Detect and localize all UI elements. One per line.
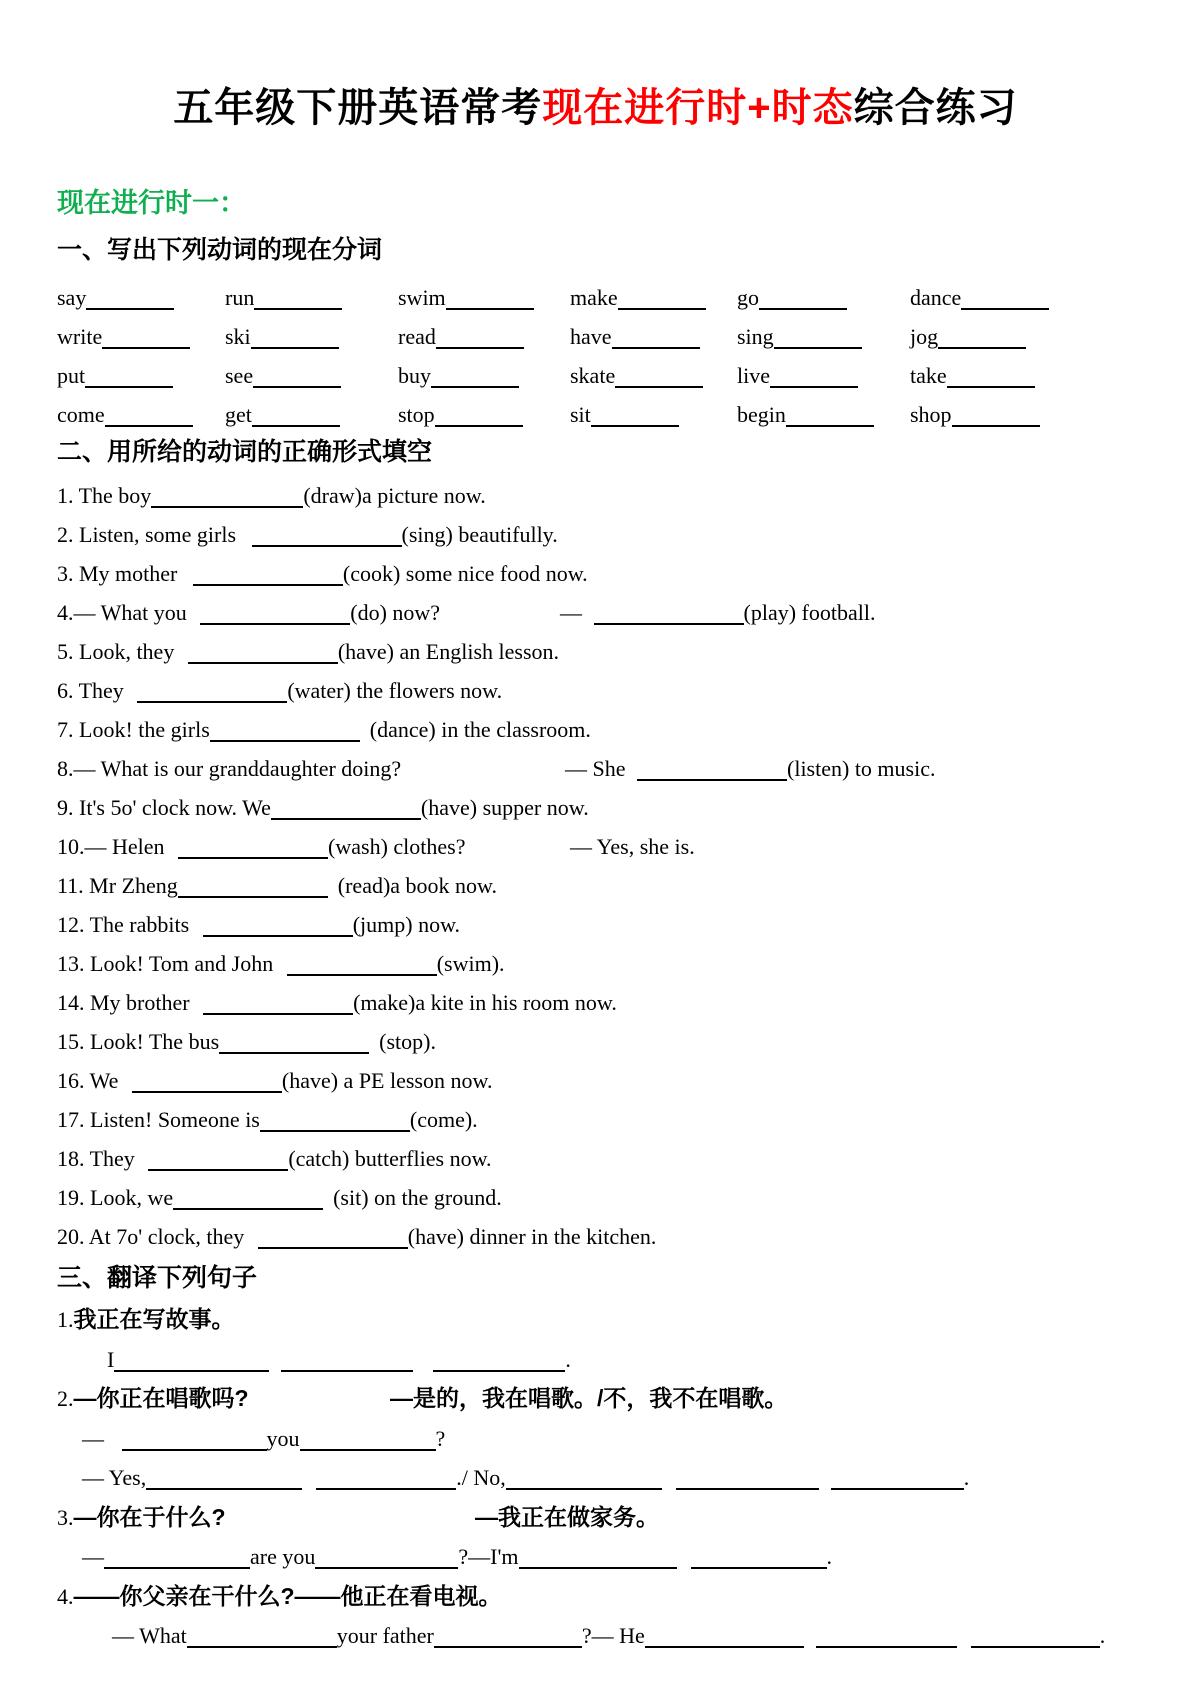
verb-label: swim xyxy=(398,284,446,310)
verb-row xyxy=(57,317,1134,356)
verb-label: go xyxy=(737,284,759,310)
verb-cell xyxy=(737,285,910,311)
blank-line xyxy=(271,804,421,820)
question-line xyxy=(57,515,1134,554)
verb-label: buy xyxy=(398,362,431,388)
verb-label: write xyxy=(57,323,103,349)
text-segment: . xyxy=(1099,1623,1106,1648)
text-segment: ——你父亲在干什么?——他正在看电视。 xyxy=(73,1582,502,1609)
blank-line xyxy=(952,411,1040,427)
question-line xyxy=(57,554,1134,593)
blank-line xyxy=(759,294,847,310)
text-segment: 4. xyxy=(57,1583,74,1609)
spacer xyxy=(242,541,252,542)
blank-line xyxy=(148,1155,288,1171)
verb-cell xyxy=(570,402,737,428)
text-segment: — What xyxy=(112,1623,187,1648)
spacer xyxy=(129,697,137,698)
question-line xyxy=(57,710,1134,749)
blank-line xyxy=(200,609,350,625)
text-segment: I xyxy=(107,1346,115,1372)
blank-line xyxy=(254,294,342,310)
question-line xyxy=(57,1139,1134,1178)
text-segment: 19. Look, we xyxy=(57,1185,174,1210)
verb-row xyxy=(57,278,1134,317)
blank-line xyxy=(178,882,328,898)
blank-line xyxy=(187,1632,337,1648)
blank-line xyxy=(591,411,679,427)
text-segment: (have) a PE lesson now. xyxy=(281,1068,493,1093)
spacer xyxy=(110,1445,122,1446)
text-segment: (listen) to music. xyxy=(787,756,936,781)
blank-line xyxy=(435,411,523,427)
verb-label: say xyxy=(57,284,87,310)
spacer xyxy=(662,1484,676,1485)
text-segment: ? xyxy=(435,1425,446,1451)
translation-line xyxy=(57,1537,1134,1577)
question-line xyxy=(57,671,1134,710)
blank-line xyxy=(315,1553,458,1569)
verb-label: stop xyxy=(398,401,435,427)
blank-line xyxy=(436,333,524,349)
verb-label: begin xyxy=(737,401,786,427)
translation-line xyxy=(57,1379,1134,1419)
blank-line xyxy=(316,1474,456,1490)
text-segment: 18. They xyxy=(57,1146,141,1171)
blank-line xyxy=(618,294,706,310)
blank-line xyxy=(971,1632,1100,1648)
text-segment: 14. My brother xyxy=(57,990,196,1015)
verb-label: ski xyxy=(225,323,251,349)
blank-line xyxy=(774,333,862,349)
question-line xyxy=(57,593,1134,632)
blank-line xyxy=(961,294,1049,310)
title-part-black-2: 综合练习 xyxy=(853,86,1018,130)
question-line xyxy=(57,1178,1134,1217)
question-line xyxy=(57,788,1134,827)
text-segment: ?—I'm xyxy=(458,1544,519,1569)
blank-line xyxy=(102,333,190,349)
verb-cell xyxy=(225,324,398,350)
section1-heading: 一、写出下列动词的现在分词 xyxy=(57,236,383,264)
title-part-red: 现在进行时+时态 xyxy=(542,86,854,130)
spacer xyxy=(192,619,200,620)
verb-cell xyxy=(225,363,398,389)
verb-label: sit xyxy=(570,401,591,427)
verb-label: sing xyxy=(737,323,774,349)
text-segment: 10.— Helen xyxy=(57,834,171,859)
text-segment: (have) an English lesson. xyxy=(337,639,559,664)
verb-label: run xyxy=(225,284,255,310)
text-segment: ?— He xyxy=(581,1623,645,1648)
question-line xyxy=(57,866,1134,905)
spacer xyxy=(195,931,203,932)
spacer xyxy=(804,1642,816,1643)
blank-line xyxy=(594,609,744,625)
blank-line xyxy=(104,1553,250,1569)
text-segment: your father xyxy=(336,1623,434,1648)
answer-part xyxy=(570,827,695,866)
text-segment: 3. My mother xyxy=(57,561,183,586)
blank-line xyxy=(86,294,174,310)
blank-line xyxy=(446,294,534,310)
translation-line xyxy=(57,1498,1134,1538)
blank-line xyxy=(300,1435,436,1451)
verb-label: put xyxy=(57,362,86,388)
text-segment: (make)a kite in his room now. xyxy=(353,990,617,1015)
verb-cell xyxy=(570,285,737,311)
spacer xyxy=(360,736,370,737)
blank-line xyxy=(219,1038,369,1054)
text-segment: are you xyxy=(250,1544,316,1569)
blank-line xyxy=(260,1116,410,1132)
blank-line xyxy=(114,1356,269,1372)
spacer xyxy=(302,1484,316,1485)
verb-label: shop xyxy=(910,401,952,427)
question-line xyxy=(57,827,1134,866)
verb-cell xyxy=(398,363,570,389)
text-segment: 2. xyxy=(57,1386,74,1411)
verb-label: get xyxy=(225,401,252,427)
verb-cell xyxy=(225,402,398,428)
verb-cell xyxy=(57,324,225,350)
blank-line xyxy=(203,999,353,1015)
text-segment: 1. The boy xyxy=(57,483,152,508)
text-segment: 7. Look! the girls xyxy=(57,717,210,742)
blank-line xyxy=(637,765,787,781)
text-segment: 13. Look! Tom and John xyxy=(57,951,279,976)
verb-row xyxy=(57,356,1134,395)
blank-line xyxy=(281,1356,413,1372)
verb-cell xyxy=(398,324,570,350)
verb-cell xyxy=(57,285,225,311)
text-segment: . xyxy=(565,1346,571,1372)
verb-cell xyxy=(910,402,1134,428)
question-line xyxy=(57,905,1134,944)
text-segment: 4.— What you xyxy=(57,600,193,625)
blank-line xyxy=(188,648,338,664)
text-segment: (sit) on the ground. xyxy=(333,1185,502,1210)
answer-part xyxy=(475,1498,659,1538)
blank-line xyxy=(251,333,339,349)
text-segment: 5. Look, they xyxy=(57,639,180,664)
spacer xyxy=(180,658,188,659)
text-segment: (draw)a picture now. xyxy=(303,483,486,508)
blank-line xyxy=(676,1474,819,1490)
text-segment: you xyxy=(266,1425,300,1451)
text-segment: 16. We xyxy=(57,1068,124,1093)
text-segment: (read)a book now. xyxy=(337,873,498,898)
text-segment: . xyxy=(963,1465,970,1490)
spacer xyxy=(124,1087,132,1088)
verb-cell xyxy=(910,363,1134,389)
text-segment: (cook) some nice food now. xyxy=(342,561,588,586)
spacer xyxy=(170,853,178,854)
fill-in-questions xyxy=(57,476,1134,1256)
verb-cell xyxy=(398,285,570,311)
text-segment: — xyxy=(82,1425,110,1451)
question-line xyxy=(57,944,1134,983)
verb-label: take xyxy=(910,362,947,388)
blank-line xyxy=(645,1632,804,1648)
spacer xyxy=(279,970,287,971)
text-segment: (catch) butterflies now. xyxy=(288,1146,492,1171)
text-segment: 9. It's 5o' clock now. We xyxy=(57,795,271,820)
text-segment: — Yes, she is. xyxy=(570,834,695,859)
text-segment: 6. They xyxy=(57,678,130,703)
text-segment: (have) dinner in the kitchen. xyxy=(407,1224,657,1249)
spacer xyxy=(195,1009,203,1010)
blank-line xyxy=(252,411,340,427)
blank-line xyxy=(151,492,303,508)
blank-line xyxy=(178,843,328,859)
spacer xyxy=(269,1366,281,1367)
spacer xyxy=(957,1642,971,1643)
text-segment: (have) supper now. xyxy=(420,795,589,820)
verb-label: make xyxy=(570,284,618,310)
answer-part xyxy=(390,1379,787,1419)
spacer xyxy=(413,1366,433,1367)
title-part-black-1: 五年级下册英语常考 xyxy=(173,86,543,130)
verb-cell xyxy=(57,402,225,428)
answer-part xyxy=(565,749,935,788)
blank-line xyxy=(253,372,341,388)
spacer xyxy=(328,892,338,893)
blank-line xyxy=(252,531,402,547)
verb-label: have xyxy=(570,323,612,349)
blank-line xyxy=(85,372,173,388)
text-segment: (do) now? xyxy=(350,600,441,625)
translation-line xyxy=(57,1577,1134,1617)
text-segment: 我正在写故事。 xyxy=(73,1306,235,1332)
blank-line xyxy=(612,333,700,349)
question-line xyxy=(57,983,1134,1022)
text-segment: —你在于什么? xyxy=(73,1503,226,1530)
blank-line xyxy=(132,1077,282,1093)
question-line xyxy=(57,749,1134,788)
text-segment: (swim). xyxy=(436,951,505,976)
text-segment: 1. xyxy=(57,1307,74,1332)
verb-cell xyxy=(910,324,1134,350)
blank-line xyxy=(786,411,874,427)
verb-grid xyxy=(57,278,1134,434)
text-segment: —你正在唱歌吗? xyxy=(73,1385,249,1411)
blank-line xyxy=(816,1632,957,1648)
question-line xyxy=(57,1217,1134,1256)
verb-label: dance xyxy=(910,284,962,310)
text-segment: — She xyxy=(565,756,631,781)
verb-label: jog xyxy=(910,323,939,349)
verb-row xyxy=(57,395,1134,434)
blank-line xyxy=(210,726,360,742)
spacer xyxy=(250,1243,258,1244)
text-segment: (sing) beautifully. xyxy=(401,522,558,547)
spacer xyxy=(677,1563,691,1564)
verb-cell xyxy=(737,363,910,389)
text-segment: — xyxy=(82,1544,104,1569)
spacer xyxy=(140,1165,148,1166)
blank-line xyxy=(947,372,1035,388)
verb-cell xyxy=(398,402,570,428)
spacer xyxy=(323,1204,333,1205)
verb-cell xyxy=(570,363,737,389)
question-line xyxy=(57,1061,1134,1100)
blank-line xyxy=(105,411,193,427)
blank-line xyxy=(258,1233,408,1249)
text-segment: 15. Look! The bus xyxy=(57,1029,220,1054)
text-segment: . xyxy=(826,1544,833,1569)
blank-line xyxy=(506,1474,662,1490)
verb-cell xyxy=(57,363,225,389)
blank-line xyxy=(433,1356,565,1372)
text-segment: 3. xyxy=(57,1504,74,1530)
text-segment: —我正在做家务。 xyxy=(475,1503,659,1530)
page-title xyxy=(57,0,1134,130)
blank-line xyxy=(831,1474,964,1490)
translation-line xyxy=(57,1616,1134,1656)
verb-cell xyxy=(737,402,910,428)
spacer xyxy=(183,580,193,581)
translation-items xyxy=(57,1300,1134,1656)
text-segment: 20. At 7o' clock, they xyxy=(57,1224,250,1249)
text-segment: 2. Listen, some girls xyxy=(57,522,242,547)
text-segment: 11. Mr Zheng xyxy=(57,873,178,898)
text-segment: (wash) clothes? xyxy=(328,834,466,859)
answer-part xyxy=(560,593,875,632)
blank-line xyxy=(173,1194,323,1210)
translation-line xyxy=(57,1419,1134,1459)
text-segment: (water) the flowers now. xyxy=(287,678,503,703)
verb-cell xyxy=(737,324,910,350)
blank-line xyxy=(137,687,287,703)
text-segment: (stop). xyxy=(379,1029,436,1054)
blank-line xyxy=(938,333,1026,349)
blank-line xyxy=(287,960,437,976)
text-segment: — Yes, xyxy=(82,1465,147,1490)
spacer xyxy=(369,1048,379,1049)
blank-line xyxy=(770,372,858,388)
text-segment: —是的，我在唱歌。/不，我不在唱歌。 xyxy=(390,1385,788,1411)
blank-line xyxy=(193,570,343,586)
translation-line xyxy=(57,1300,1134,1340)
blank-line xyxy=(122,1435,267,1451)
verb-label: see xyxy=(225,362,254,388)
spacer xyxy=(819,1484,831,1485)
verb-label: read xyxy=(398,323,436,349)
blank-line xyxy=(431,372,519,388)
verb-label: skate xyxy=(570,362,616,388)
verb-cell xyxy=(570,324,737,350)
question-line xyxy=(57,476,1134,515)
blank-line xyxy=(519,1553,677,1569)
translation-line xyxy=(57,1458,1134,1498)
text-segment: 12. The rabbits xyxy=(57,912,195,937)
text-segment: (jump) now. xyxy=(352,912,461,937)
blank-line xyxy=(203,921,353,937)
text-segment: — xyxy=(560,600,588,625)
blank-line xyxy=(615,372,703,388)
translation-line xyxy=(57,1340,1134,1380)
present-continuous-subtitle: 现在进行时一： xyxy=(57,188,246,218)
verb-label: come xyxy=(57,401,105,427)
verb-label: live xyxy=(737,362,770,388)
text-segment: (play) football. xyxy=(743,600,876,625)
text-segment: ./ No, xyxy=(456,1465,506,1490)
question-line xyxy=(57,632,1134,671)
section3-heading: 三、翻译下列句子 xyxy=(57,1264,258,1292)
text-segment: 8.— What is our granddaughter doing? xyxy=(57,756,402,781)
text-segment: (come). xyxy=(409,1107,478,1132)
question-line xyxy=(57,1100,1134,1139)
question-line xyxy=(57,1022,1134,1061)
blank-line xyxy=(691,1553,827,1569)
blank-line xyxy=(146,1474,302,1490)
text-segment: 17. Listen! Someone is xyxy=(57,1107,260,1132)
verb-cell xyxy=(910,285,1134,311)
blank-line xyxy=(434,1632,582,1648)
verb-cell xyxy=(225,285,398,311)
text-segment: (dance) in the classroom. xyxy=(369,717,591,742)
section2-heading: 二、用所给的动词的正确形式填空 xyxy=(57,438,433,466)
